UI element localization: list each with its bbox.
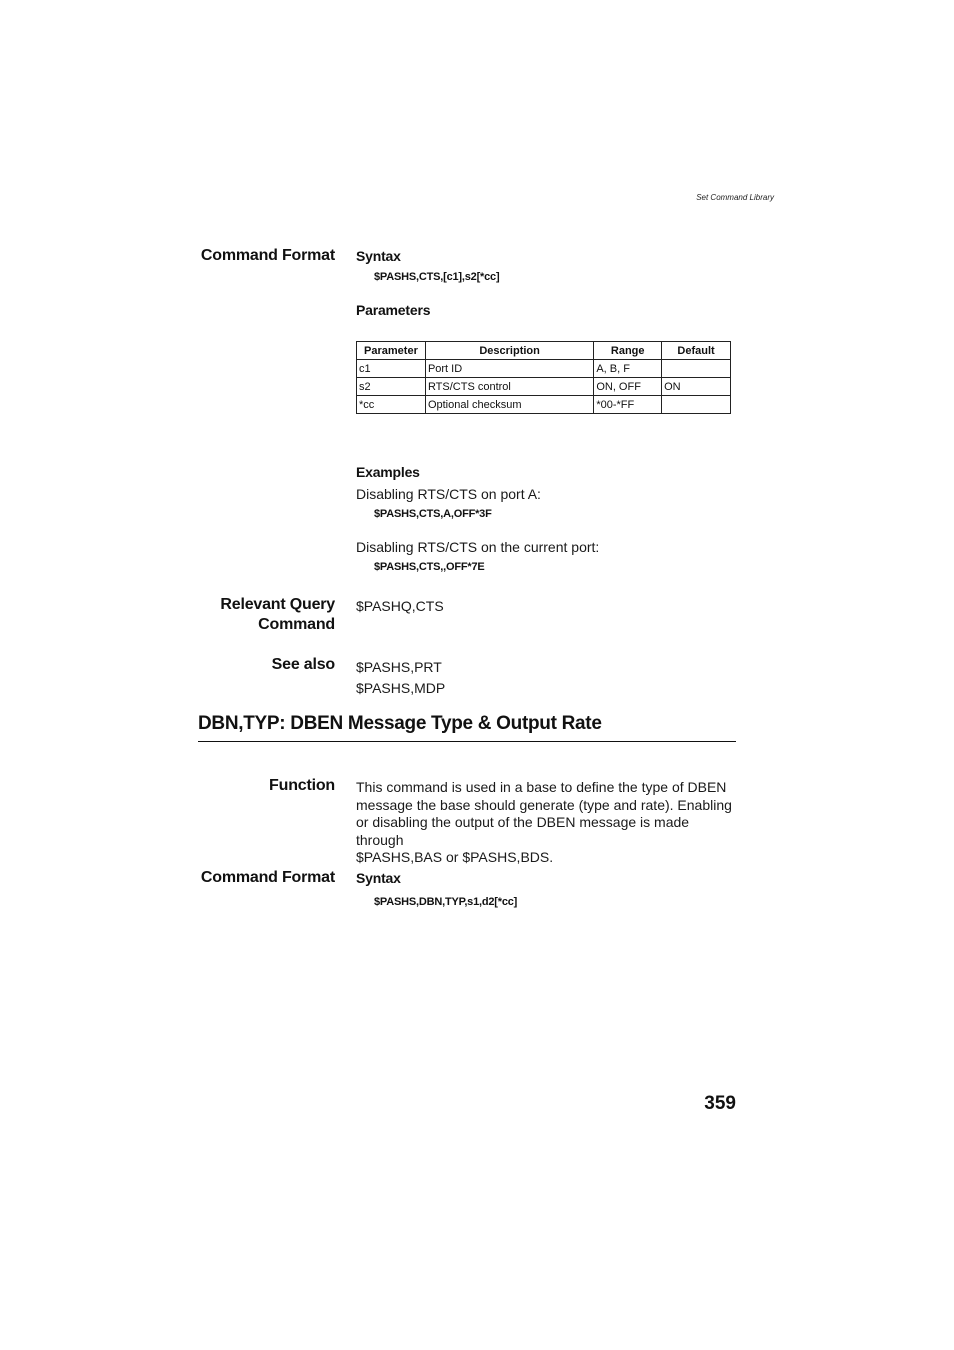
table-cell: ON, OFF (594, 378, 662, 396)
examples-heading: Examples (356, 464, 420, 480)
see-also-list (356, 657, 445, 699)
table-header-cell: Range (594, 342, 662, 360)
table-cell (662, 396, 731, 414)
example-2-code: $PASHS,CTS,,OFF*7E (374, 561, 485, 573)
table-row (357, 378, 731, 396)
see-also-item: $PASHS,PRT (356, 659, 442, 675)
table-header-cell: Default (662, 342, 731, 360)
see-also-item: $PASHS,MDP (356, 680, 446, 696)
command-format-label: Command Format (200, 247, 335, 264)
table-cell: A, B, F (594, 360, 662, 378)
syntax-heading-2: Syntax (356, 870, 401, 886)
table-cell (662, 360, 731, 378)
function-line: $PASHS,BAS or $PASHS,BDS. (356, 849, 554, 865)
relevant-query-label-line-2: Command (258, 616, 335, 633)
function-label: Function (269, 777, 335, 794)
syntax-heading: Syntax (356, 248, 401, 264)
function-line: message the base should generate (type and rate). Enabling (356, 796, 732, 813)
command-format-label-2: Command Format (200, 869, 335, 886)
page-number: 359 (704, 1093, 736, 1114)
table-header-cell: Description (425, 342, 593, 360)
running-head: Set Command Library (696, 193, 774, 202)
table-header-cell: Parameter (357, 342, 426, 360)
section-title: DBN,TYP: DBEN Message Type & Output Rate (198, 713, 602, 734)
table-row (357, 396, 731, 414)
example-1-code: $PASHS,CTS,A,OFF*3F (374, 508, 492, 520)
table-cell: *cc (357, 396, 426, 414)
table-cell: *00-*FF (594, 396, 662, 414)
example-1-description: Disabling RTS/CTS on port A: (356, 486, 541, 502)
table-cell: c1 (357, 360, 426, 378)
function-description (356, 779, 736, 867)
table-header-row (357, 342, 731, 360)
section-divider (198, 741, 736, 742)
table-cell: RTS/CTS control (425, 378, 593, 396)
syntax-code: $PASHS,CTS,[c1],s2[*cc] (374, 271, 500, 283)
relevant-query-label (140, 595, 335, 635)
relevant-query-value: $PASHQ,CTS (356, 598, 444, 614)
see-also-label: See also (271, 656, 335, 673)
table-cell: Optional checksum (425, 396, 593, 414)
table-cell: Port ID (425, 360, 593, 378)
table-row (357, 360, 731, 378)
parameters-heading: Parameters (356, 302, 431, 318)
parameters-table (356, 341, 731, 414)
syntax-code-2: $PASHS,DBN,TYP,s1,d2[*cc] (374, 896, 518, 908)
relevant-query-label-line-1: Relevant Query (220, 596, 335, 613)
function-line: or disabling the output of the DBEN message is made through (356, 814, 690, 848)
example-2-description: Disabling RTS/CTS on the current port: (356, 539, 600, 555)
table-cell: s2 (357, 378, 426, 396)
table-cell: ON (662, 378, 731, 396)
function-line: This command is used in a base to define the type of DBEN (356, 779, 727, 795)
